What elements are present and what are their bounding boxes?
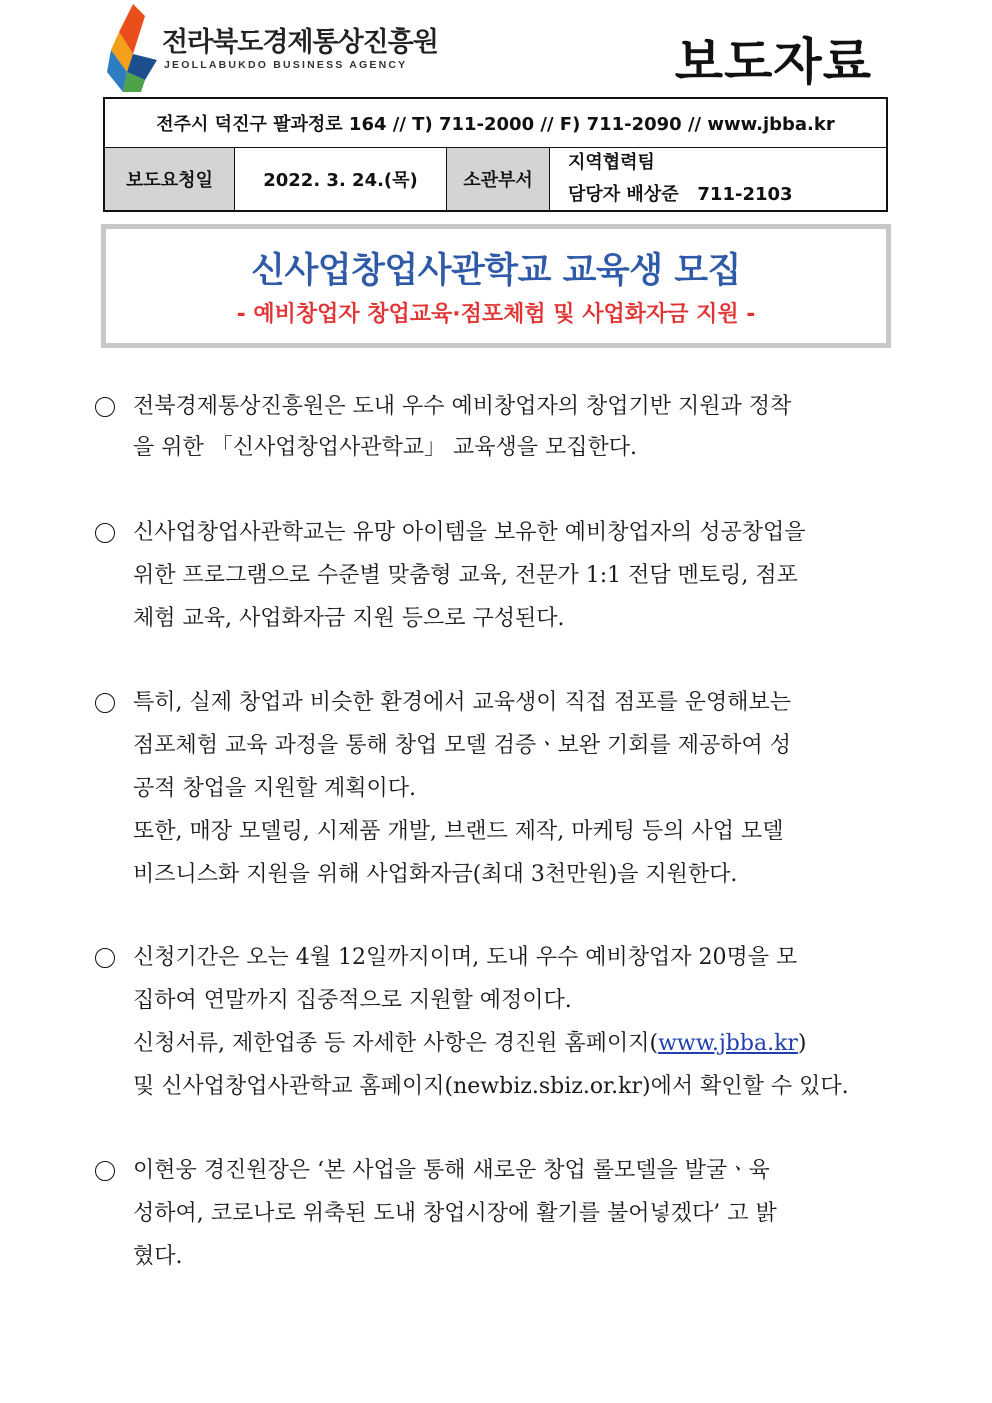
paragraph-line: 혔다. xyxy=(133,1244,183,1269)
department-name: 지역협력팀 xyxy=(568,152,655,173)
paragraph-line: 전북경제통상진흥원은 도내 우수 예비창업자의 창업기반 지원과 정착 xyxy=(133,394,792,419)
org-name: 전라북도경제통상진흥원 xyxy=(162,27,438,58)
paragraph-line: 비즈니스화 지원을 위해 사업화자금(최대 3천만원)을 지원한다. xyxy=(133,862,738,887)
paragraph-line-text: ) xyxy=(797,1031,807,1056)
contact-person: 담당자 배상준 711-2103 xyxy=(568,184,793,205)
paragraph-line xyxy=(133,1029,807,1059)
circle-bullet-icon xyxy=(95,693,115,713)
paragraph-line: 특히, 실제 창업과 비슷한 환경에서 교육생이 직접 점포를 운영해보는 xyxy=(133,690,791,715)
subheadline: - 예비창업자 창업교육·점포체험 및 사업화자금 지원 - xyxy=(236,302,756,327)
paragraph-line: 점포체험 교육 과정을 통해 창업 모델 검증ㆍ보완 기회를 제공하여 성 xyxy=(133,733,791,758)
paragraph-line: 및 신사업창업사관학교 홈페이지(newbiz.sbiz.or.kr)에서 확인할 수 있다. xyxy=(133,1074,849,1099)
document-type-title: 보도자료 xyxy=(674,33,872,91)
paragraph-line: 성하여, 코로나로 위축된 도내 창업시장에 활기를 불어넣겠다’ 고 밝 xyxy=(133,1201,777,1226)
circle-bullet-icon xyxy=(95,523,115,543)
paragraph-line: 또한, 매장 모델링, 시제품 개발, 브랜드 제작, 마케팅 등의 사업 모델 xyxy=(133,819,784,844)
circle-bullet-icon xyxy=(95,397,115,417)
address-line: 전주시 덕진구 팔과정로 164 // T) 711-2000 // F) 711-2090 // www.jbba.kr xyxy=(105,99,886,148)
paragraph-line: 공적 창업을 지원할 계획이다. xyxy=(133,776,416,801)
department-contact xyxy=(550,148,886,210)
paragraph-line-text: 신청서류, 제한업종 등 자세한 사항은 경진원 홈페이지( xyxy=(133,1031,659,1056)
paragraph-line: 체험 교육, 사업화자금 지원 등으로 구성된다. xyxy=(133,606,565,631)
paragraph-line: 신사업창업사관학교는 유망 아이템을 보유한 예비창업자의 성공창업을 xyxy=(133,520,806,545)
paragraph-line: 집하여 연말까지 집중적으로 지원할 예정이다. xyxy=(133,988,572,1013)
paragraph-line: 위한 프로그램으로 수준별 맞춤형 교육, 전문가 1:1 전담 멘토링, 점포 xyxy=(133,563,798,588)
paragraph-line: 신청기간은 오는 4월 12일까지이며, 도내 우수 예비창업자 20명을 모 xyxy=(133,945,798,970)
circle-bullet-icon xyxy=(95,1161,115,1181)
paragraph-line: 을 위한 「신사업창업사관학교」 교육생을 모집한다. xyxy=(133,435,638,460)
press-info-table xyxy=(103,97,888,212)
headline-box xyxy=(101,224,891,348)
org-name-english: JEOLLABUKDO BUSINESS AGENCY xyxy=(164,59,408,71)
paragraph-line: 이현웅 경진원장은 ‘본 사업을 통해 새로운 창업 롤모델을 발굴ㆍ육 xyxy=(133,1158,770,1183)
date-label: 보도요청일 xyxy=(105,148,235,210)
circle-bullet-icon xyxy=(95,948,115,968)
headline: 신사업창업사관학교 교육생 모집 xyxy=(251,251,741,291)
date-value: 2022. 3. 24.(목) xyxy=(235,148,447,210)
homepage-link[interactable]: www.jbba.kr xyxy=(658,1031,798,1056)
department-label: 소관부서 xyxy=(447,148,550,210)
